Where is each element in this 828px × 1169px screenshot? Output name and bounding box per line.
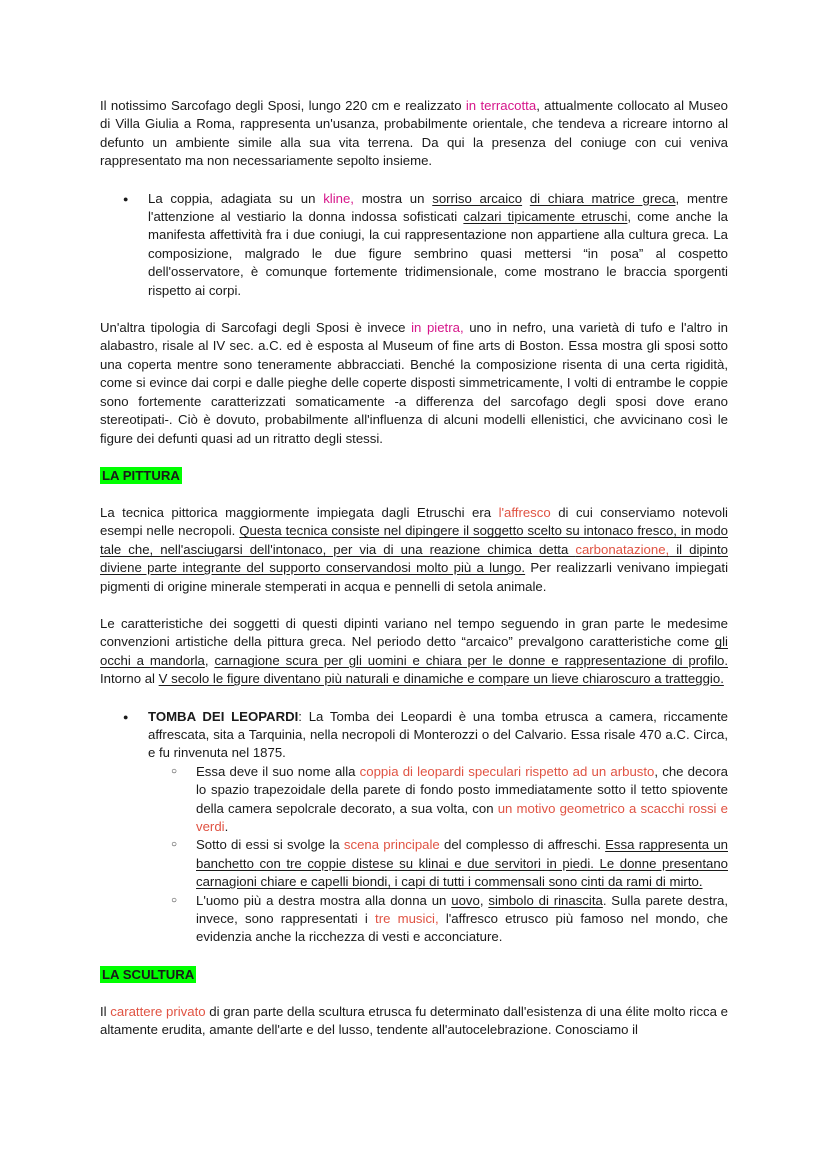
underline-occhi-mandorla: gli occhi a mandorla [100, 634, 728, 668]
paragraph-scultura: Il carattere privato di gran parte della scultura etrusca fu determinato dall'esistenza di una élite molto ricca e altamente erudita, amante dell'arte e del lusso, tendente all'autocelebrazione. Conosciamo il [100, 1003, 728, 1038]
highlight-carattere-privato: carattere privato [110, 1003, 206, 1019]
highlight-in-pietra: in pietra, [411, 320, 464, 336]
highlight-affresco: l'affresco [498, 504, 551, 520]
underline-simbolo-rinascita: simbolo di rinascita [488, 892, 603, 908]
text: Il notissimo Sarcofago degli Sposi, lungo 220 cm e realizzato [100, 98, 466, 113]
heading-la-scultura: LA SCULTURA [102, 966, 195, 982]
paragraph-caratteristiche: Le caratteristiche dei soggetti di questi dipinti variano nel tempo seguendo in gran parte le medesime convenzioni artistiche della pittura greca. Nel periodo detto “arcaico” prevalgono caratteristiche come gli occhi a mandorla, carnagione scura per gli uomini e chiara per le donne e rappresentazione di profilo. Intorno al V secolo le figure diventano più naturali e dinamiche e compare un lieve chiaroscuro a tratteggio. [100, 615, 728, 687]
highlight-carbonatazione: carbonatazione, [575, 541, 670, 557]
sub-list-tomba [148, 763, 728, 947]
highlight-coppia-leopardi: coppia di leopardi speculari rispetto ad un arbusto [359, 763, 655, 779]
paragraph-affresco: La tecnica pittorica maggiormente impiegata dagli Etruschi era l'affresco di cui conserviamo notevoli esempi nelle necropoli. Questa tecnica consiste nel dipingere il soggetto scelto su intonaco fresco, in modo tale che, nell'asciugarsi dell'intonaco, per via di una reazione chimica detta carbonatazione, il dipinto diviene parte integrante del supporto conservandosi molto più a lungo. Per realizzarli venivano impiegati pigmenti di origine minerale stemperati in acqua e pennelli di setola animale. [100, 504, 729, 594]
heading-la-pittura: LA PITTURA [102, 467, 180, 483]
list-item-tomba-leopardi: ● TOMBA DEI LEOPARDI: La Tomba dei Leopardi è una tomba etrusca a camera, riccamente affrescata, sita a Tarquinia, nella necropoli di Monterozzi o del Calvario. Essa risale 470 a.C. Circa, e fu rinvenuta nel 1875. ○ Essa deve il suo nome alla coppia di leopardi speculari rispetto ad un arbusto, che decora lo spazio trapezoidale della parete di fondo posto immediatamente sotto il tetto spiovente della camera sepolcrale decorato, a sua volta, con un motivo geometrico a scacchi rossi e verdi. ○ Sotto di essi si svolge la scena principale del complesso di affreschi. Essa rappresenta un banchetto con tre coppie distese su klinai e due servitori in piedi. Le donne presentano carnagioni chiare e capelli biondi, i capi di tutti i commensali sono cinti da rami di mirto. ○ L'uomo più a destra mostra alla donna un uovo, simbolo di rinascita. Sulla parete destra, invece, sono rappresentati i tre musici, l'affresco etrusco più famoso nel mondo, che evidenzia anche la ricchezza di vesti e acconciature. [148, 708, 728, 947]
bullet-list-coppia [100, 190, 728, 300]
paragraph-sarcofagi-pietra: Un'altra tipologia di Sarcofagi degli Sposi è invece in pietra, uno in nefro, una varietà di tufo e l'altro in alabastro, risale al IV sec. a.C. ed è esposta al Museum of fine arts di Boston. Essa mostra gli sposi sotto una coperta mentre sono teneramente abbracciati. Benché la composizione risenta di una certa rigidità, come si evince dai corpi e dalle pieghe delle coperte disposti simmetricamente, I volti di entrambe le coppie sono fortemente caratterizzati somaticamente -a differenza del sarcofago degli sposi dove erano stereotipati-. Ciò è dovuto, probabilmente all'influenza di alcuni modelli ellenistici, che avvicinano così le figure dei defunti quasi ad un ritratto degli stessi. [100, 320, 728, 446]
tomba-title: TOMBA DEI LEOPARDI [148, 708, 299, 724]
underline-tecnica: Questa tecnica consiste nel dipingere il soggetto scelto su intonaco fresco, in modo tale che, nell'asciugarsi dell'intonaco, per via di una reazione chimica detta carbonatazione, il dipinto diviene parte integrante del supporto conservandosi molto più a lungo. [100, 523, 728, 576]
highlight-terracotta: in terracotta [465, 98, 537, 113]
highlight-scena-principale: scena principale [343, 837, 440, 853]
sub-item-scena: ○ Sotto di essi si svolge la scena principale del complesso di affreschi. Essa rappresenta un banchetto con tre coppie distese su klinai e due servitori in piedi. Le donne presentano carnagioni chiare e capelli biondi, i capi di tutti i commensali sono cinti da rami di mirto. [196, 836, 728, 891]
underline-calzari: calzari tipicamente etruschi [463, 209, 628, 225]
underline-matrice-greca: di chiara matrice greca [529, 190, 676, 206]
underline-v-secolo: V secolo le figure diventano più naturali e dinamiche e compare un lieve chiaroscuro a tratteggio. [158, 671, 724, 687]
sub-item-uovo: ○ L'uomo più a destra mostra alla donna un uovo, simbolo di rinascita. Sulla parete destra, invece, sono rappresentati i tre musici, l'affresco etrusco più famoso nel mondo, che evidenzia anche la ricchezza di vesti e acconciature. [196, 892, 728, 947]
section-heading-scultura [100, 966, 728, 984]
section-heading-pittura [100, 467, 728, 485]
sub-item-nome: ○ Essa deve il suo nome alla coppia di leopardi speculari rispetto ad un arbusto, che decora lo spazio trapezoidale della parete di fondo posto immediatamente sotto il tetto spiovente della camera sepolcrale decorato, a sua volta, con un motivo geometrico a scacchi rossi e verdi. [196, 763, 728, 837]
underline-banchetto: Essa rappresenta un banchetto con tre coppie distese su klinai e due servitori in piedi. Le donne presentano carnagioni chiare e capelli biondi, i capi di tutti i commensali sono cinti da rami di mirto. [196, 837, 728, 890]
highlight-tre-musici: tre musici, [375, 911, 439, 927]
paragraph-sarcofago-sposi [100, 97, 728, 171]
underline-uovo: uovo [451, 892, 480, 908]
list-item-coppia: ● La coppia, adagiata su un kline, mostra un sorriso arcaico di chiara matrice greca, mentre l'attenzione al vestiario la donna indossa sofisticati calzari tipicamente etruschi, come anche la manifesta affettività fra i due coniugi, la cui rappresentazione non appartiene alla cultura greca. La composizione, malgrado le due figure sembrino quasi mettersi “in posa” al cospetto dell'osservatore, è comunque fortemente tridimensionale, come mostrano le braccia sporgenti rispetto ai corpi. [148, 190, 728, 300]
text: , attualmente collocato al Museo di Villa Giulia a Roma, rappresenta un'usanza, probabilmente orientale, che tendeva a ricreare intorno al defunto un ambiente simile alla sua vita terrena. Da qui la presenza del coniuge con cui veniva rappresentato ma non necessariamente sepolto insieme. [100, 98, 728, 169]
underline-carnagione: carnagione scura per gli uomini e chiara per le donne e rappresentazione di profilo. [214, 652, 728, 668]
underline-sorriso-arcaico: sorriso arcaico [432, 190, 523, 206]
highlight-kline: kline, [323, 190, 354, 206]
bullet-list-tomba [100, 708, 728, 947]
highlight-motivo-geometrico: un motivo geometrico a scacchi rossi e verdi [196, 800, 728, 834]
